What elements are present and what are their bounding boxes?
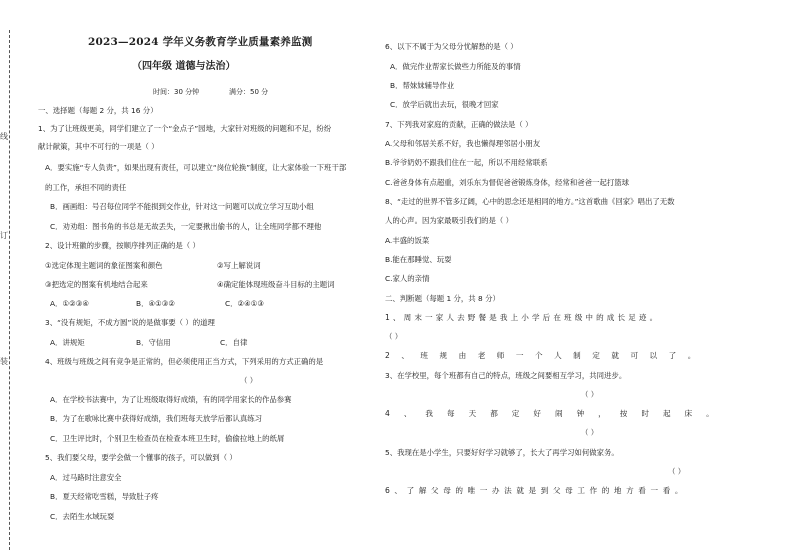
question-text: 2、设计班徽的步骤，按顺序排列正确的是（ ）: [45, 241, 200, 250]
option-text: B．为了在歌咏比赛中获得好成绩，我们班每天放学后都认真练习: [50, 414, 263, 423]
option-text: B．画画组：号召每位同学不能损到交作业，针对这一问题可以成立学习互助小组: [50, 202, 314, 211]
option-text: B．夏天经常吃雪糕，导致肚子疼: [50, 492, 159, 501]
section-heading-judge: 二、判断题（每题 1 分，共 8 分）: [385, 294, 500, 303]
option-text: C．②④①③: [225, 299, 265, 308]
option-text: C．放学后就出去玩，很晚才回家: [390, 100, 499, 109]
judge-statement: 2、班规由老师一个人制定就可以了。: [385, 351, 707, 360]
judge-statement: 3、在学校里，每个班都有自己的特点，班级之间要相互学习，共同进步。: [385, 371, 627, 380]
option-text: A．做完作业帮家长做些力所能及的事情: [390, 62, 521, 71]
option-text: A.丰盛的饭菜: [385, 236, 430, 245]
question-text: 人的心声。因为家最吸引我们的是（ ）: [385, 216, 513, 225]
answer-parens: （ ）: [385, 332, 403, 341]
question-text: 6、以下不属于为父母分忧解愁的是（ ）: [385, 42, 518, 51]
option-text: ④确定能体现班级奋斗目标的主题词: [217, 280, 335, 289]
judge-statement: 5、我现在是小学生，只要好好学习就够了，长大了再学习如何做家务。: [385, 448, 619, 457]
question-text: 1、为了让班级更美，同学们建立了一个“金点子”园地，大家针对班级的问题和不足，纷纷: [38, 124, 332, 133]
option-text: 的工作，承担不同的责任: [45, 183, 127, 192]
option-text: A．过马路时注意安全: [50, 473, 122, 482]
option-text: C．卫生评比时，个别卫生检查员在检查本班卫生时，偷偷拉地上的纸屑: [50, 434, 285, 443]
question-text: 7、下列我对家庭的贡献，正确的做法是（ ）: [385, 120, 533, 129]
binding-mark: 订: [0, 231, 8, 240]
option-text: A.父母和邻居关系不好，我也懒得理邻居小朋友: [385, 139, 541, 148]
answer-parens: （ ）: [581, 390, 599, 399]
option-text: B．守信用: [136, 338, 171, 347]
exam-time: 时间：30 分钟: [153, 88, 200, 96]
question-text: 4、班级与班级之间有竞争是正常的，但必须使用正当方式，下列采用的方式正确的是: [45, 357, 324, 366]
question-text: 献计献策，其中不可行的一项是（ ）: [38, 142, 159, 151]
judge-statement: 4、我每天都定好闹钟，按时起床。: [385, 409, 728, 418]
answer-parens: （ ）: [668, 467, 686, 476]
option-text: C．去陌生水域玩耍: [50, 512, 115, 521]
option-text: ①选定体现主题词的象征图案和颜色: [45, 261, 163, 270]
option-text: C．自律: [220, 338, 248, 347]
binding-line: [9, 30, 10, 550]
question-text: 8、“走过的世界不管多辽阔，心中的思念还是相同的地方。”这首歌曲《回家》唱出了无数: [385, 197, 675, 206]
judge-statement: 1、周末一家人去野餐是我上小学后在班级中的成长足迹。: [385, 313, 661, 322]
answer-parens: （ ）: [581, 428, 599, 437]
option-text: B．帮妹妹辅导作业: [390, 81, 455, 90]
option-text: C.家人的亲情: [385, 274, 430, 283]
exam-score: 满分：50 分: [229, 88, 269, 96]
option-text: A．①②③④: [50, 299, 89, 308]
answer-parens: （ ）: [240, 376, 258, 385]
option-text: A．要实施“专人负责”，如果出现有责任，可以建立“岗位轮换”制度，让大家体验一下班干部: [45, 163, 347, 172]
option-text: B.能在那睡觉、玩耍: [385, 255, 452, 264]
option-text: A．在学校书法赛中，为了让班级取得好成绩，有的同学用家长的作品参赛: [50, 395, 292, 404]
option-text: A．讲规矩: [50, 338, 85, 347]
option-text: B．④①③②: [136, 299, 175, 308]
option-text: C.爸爸身体有点超重，刘乐东为督促爸爸锻炼身体，经常和爸爸一起打篮球: [385, 178, 630, 187]
option-text: ②写上解说词: [217, 261, 261, 270]
binding-mark: 装: [0, 357, 8, 366]
page-title: 2023—2024 学年义务教育学业质量素养监测: [88, 36, 313, 48]
section-heading-choice: 一、选择题（每题 2 分，共 16 分）: [38, 106, 158, 115]
question-text: 3、“没有规矩，不成方圆”说的是做事要（ ）的道理: [45, 318, 215, 327]
option-text: C．劝劝组：图书角的书总是无故丢失，一定要揪出偷书的人，让全班同学都不理他: [50, 222, 322, 231]
page-subtitle: （四年级 道德与法治）: [132, 61, 236, 72]
option-text: B.爷爷奶奶不跟我们住在一起，所以不用经常联系: [385, 158, 548, 167]
binding-mark: 线: [0, 132, 8, 141]
judge-statement: 6、了解父母的唯一办法就是到父母工作的地方看一看。: [385, 486, 688, 495]
question-text: 5、我们要父母，要学会做一个懂事的孩子，可以做到（ ）: [45, 453, 237, 462]
option-text: ③把选定的图案有机地结合起来: [45, 280, 148, 289]
